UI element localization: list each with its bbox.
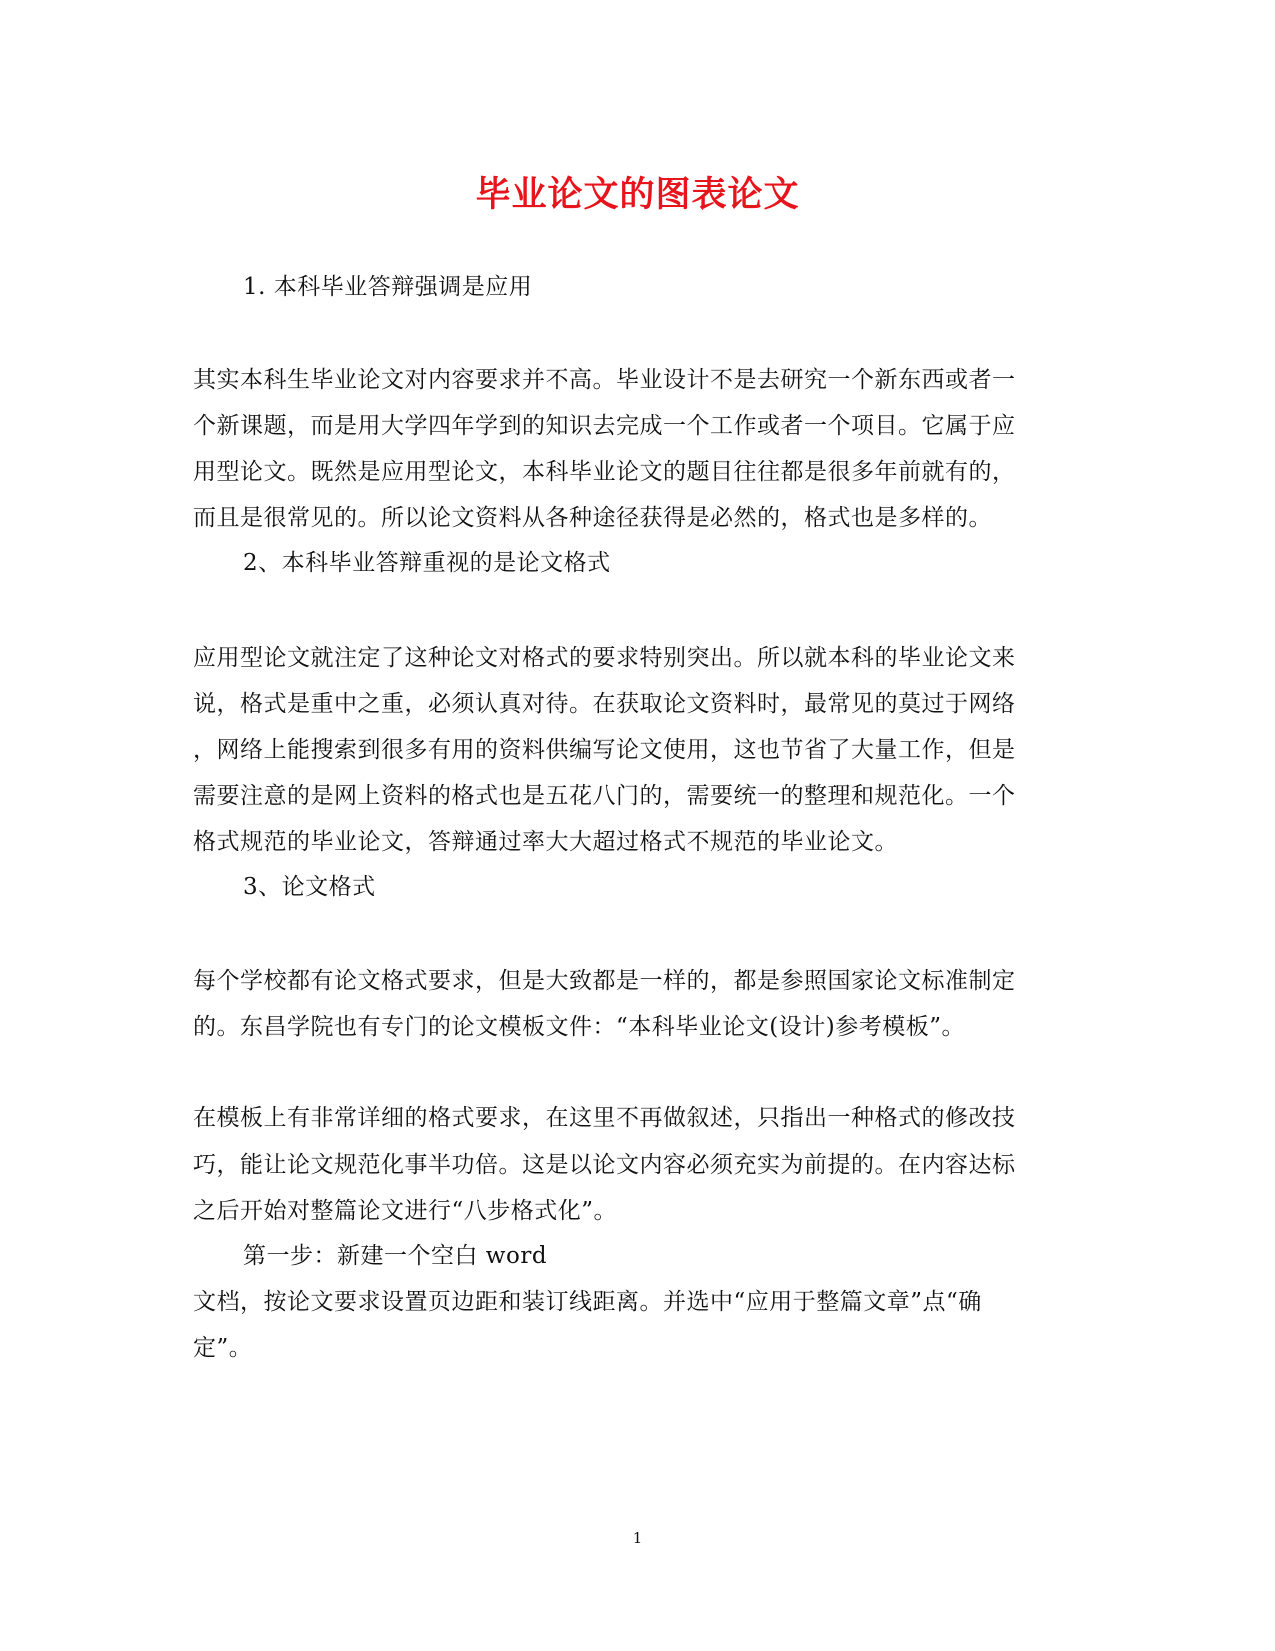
paragraph-line: 而且是很常见的。所以论文资料从各种途径获得是必然的，格式也是多样的。 <box>193 505 992 531</box>
section-heading-1: 1. 本科毕业答辩强调是应用 <box>243 274 533 300</box>
paragraph-line: 说，格式是重中之重，必须认真对待。在获取论文资料时，最常见的莫过于网络 <box>193 691 1016 717</box>
paragraph-line: 需要注意的是网上资料的格式也是五花八门的，需要统一的整理和规范化。一个 <box>193 783 1016 809</box>
paragraph-line: 用型论文。既然是应用型论文，本科毕业论文的题目往往都是很多年前就有的， <box>193 459 1016 485</box>
step-heading: 第一步：新建一个空白 word <box>243 1243 548 1269</box>
section-heading-2: 2、本科毕业答辩重视的是论文格式 <box>243 550 611 576</box>
paragraph-line: 之后开始对整篇论文进行“八步格式化”。 <box>193 1198 618 1224</box>
paragraph-line: 每个学校都有论文格式要求，但是大致都是一样的，都是参照国家论文标准制定 <box>193 968 1016 994</box>
paragraph-line: 其实本科生毕业论文对内容要求并不高。毕业设计不是去研究一个新东西或者一 <box>193 367 1016 393</box>
document-title: 毕业论文的图表论文 <box>475 174 800 215</box>
paragraph-line: 文档，按论文要求设置页边距和装订线距离。并选中“应用于整篇文章”点“确 <box>193 1289 982 1315</box>
section-heading-3: 3、论文格式 <box>243 874 376 900</box>
paragraph-line: 应用型论文就注定了这种论文对格式的要求特别突出。所以就本科的毕业论文来 <box>193 645 1016 671</box>
paragraph-line: 个新课题，而是用大学四年学到的知识去完成一个工作或者一个项目。它属于应 <box>193 413 1016 439</box>
paragraph-line: 定”。 <box>193 1335 253 1361</box>
paragraph-line: 在模板上有非常详细的格式要求，在这里不再做叙述，只指出一种格式的修改技 <box>193 1105 1016 1131</box>
paragraph-line: 格式规范的毕业论文，答辩通过率大大超过格式不规范的毕业论文。 <box>193 829 898 855</box>
paragraph-line: ，网络上能搜索到很多有用的资料供编写论文使用，这也节省了大量工作，但是 <box>193 737 1016 763</box>
paragraph-line: 巧，能让论文规范化事半功倍。这是以论文内容必须充实为前提的。在内容达标 <box>193 1152 1016 1178</box>
page-number: 1 <box>632 1529 643 1547</box>
paragraph-line: 的。东昌学院也有专门的论文模板文件：“本科毕业论文(设计)参考模板”。 <box>193 1014 965 1040</box>
